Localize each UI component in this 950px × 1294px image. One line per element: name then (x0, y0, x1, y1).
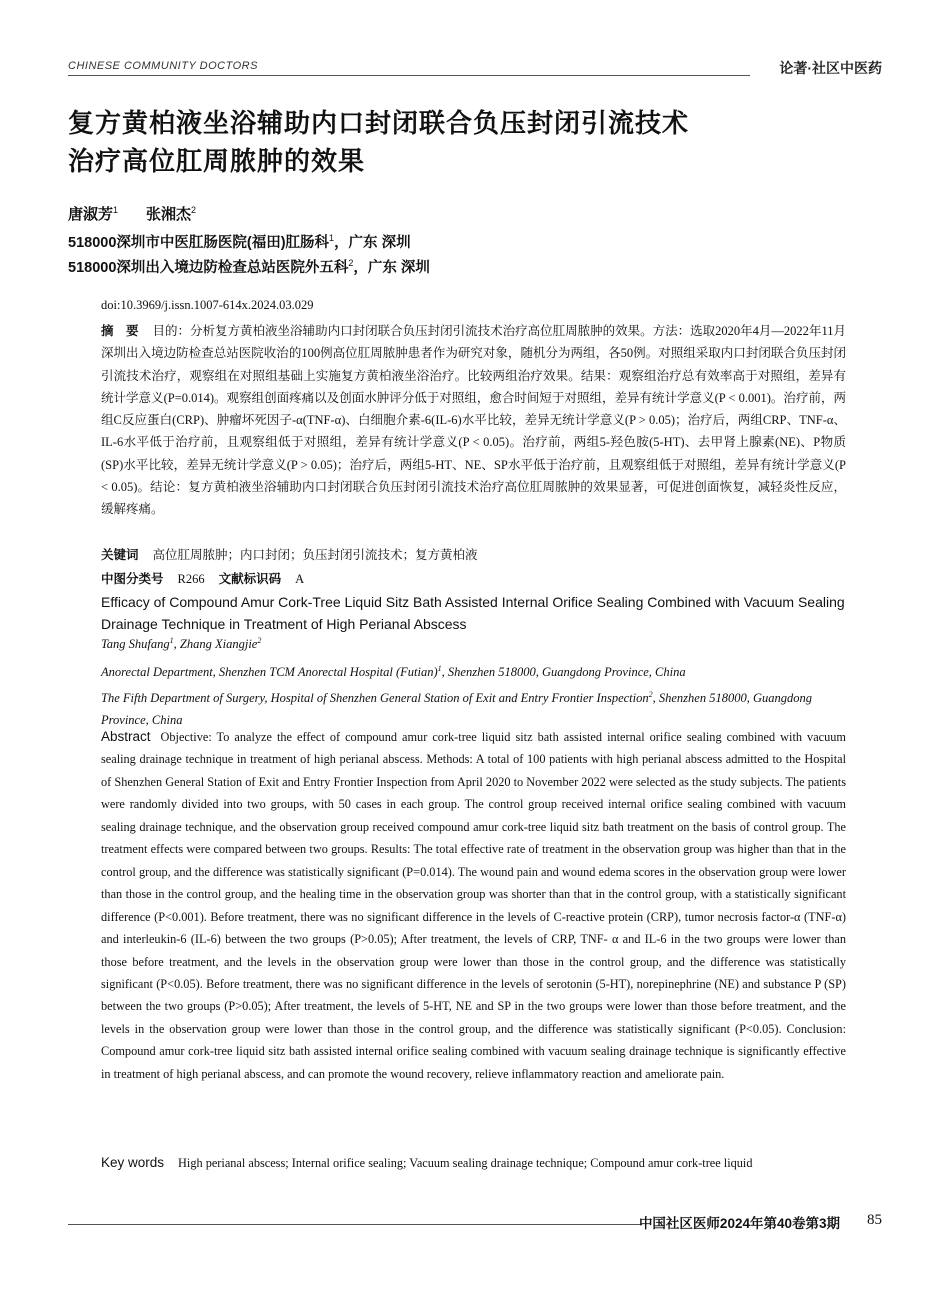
abstract-en (101, 726, 846, 1085)
running-footer (68, 1212, 882, 1232)
article-title (68, 104, 828, 180)
abstract-en-text: Objective: To analyze the effect of compound amur cork-tree liquid sitz bath assisted internal orifice sealing combined with vacuum sealing drainage technique in treatment of high perianal abscess. Methods: A total of 100 patients with high perianal abscess admitted to the Hospital of Shenzhen General Station of Exit and Entry Frontier Inspection from April 2020 to November 2022 were selected as the study subjects. The patients were randomly divided into two groups, with 50 cases in each group. The control group received internal orifice sealing combined with vacuum sealing drainage technique, and the observation group received compound amur cork-tree liquid sitz bath treatment on the basis of control group. The treatment effects were compared between two groups. Results: The total effective rate of treatment in the observation group was higher than that in the control group, and the difference was statistically significant (P=0.014). The wound pain and wound edema scores in the observation group were lower than those in the control group, and the healing time in the observation group was shorter than that in the control group, with a statistically significant difference (P<0.001). Before treatment, there was no significant difference in the levels of C-reactive protein (CRP), tumor necrosis factor-α (TNF-α) and interleukin-6 (IL-6) between the two groups (P>0.05); After treatment, the levels of CRP, TNF- α and IL-6 in the two groups were lower than those before treatment, and the levels in the observation group were lower than those in the control group, and the difference was statistically significant (P<0.05). Before treatment, there was no significant difference in the levels of serotonin (5-HT), norepinephrine (NE) and substance P (SP) between the two groups (P>0.05); After treatment, the levels of 5-HT, NE and SP in the two groups were lower than those before treatment, and the levels in the observation group were lower than those in the control group, and the difference was statistically significant (P<0.05). Conclusion: Compound amur cork-tree liquid sitz bath assisted internal orifice sealing combined with vacuum sealing drainage technique is significantly effective in treatment of high perianal abscess, and can promote the wound recovery, relieve inflammatory reaction and ameliorate pain. (101, 730, 846, 1081)
authors (68, 203, 196, 224)
running-header (68, 58, 882, 80)
author-2-sup: 2 (191, 205, 197, 215)
abstract-en-label: Abstract (101, 729, 151, 744)
english-title: Efficacy of Compound Amur Cork-Tree Liquid Sitz Bath Assisted Internal Orifice Sealing Combined with Vacuum Sealing Drainage Technique in Treatment of High Perianal Abscess (101, 594, 845, 632)
footer-rule (68, 1224, 642, 1225)
page-number: 85 (867, 1212, 882, 1228)
affiliation-en-2: The Fifth Department of Surgery, Hospital of Shenzhen General Station of Exit and Entry Frontier Inspection$^2$, Shenzhen 518000, Guangdong Province, China (101, 689, 812, 728)
title-line-2: 治疗高位肛周脓肿的效果 (68, 146, 366, 176)
doc-code-label: 文献标识码 (218, 572, 282, 586)
keywords-cn (101, 545, 846, 563)
doi: doi:10.3969/j.issn.1007-614x.2024.03.029 (101, 298, 314, 312)
abstract-cn (101, 320, 846, 521)
keywords-cn-text: 高位肛周脓肿；内口封闭；负压封闭引流技术；复方黄柏液 (152, 548, 478, 562)
affiliation-en-1: Anorectal Department, Shenzhen TCM Anorectal Hospital (Futian)$^1$, Shenzhen 518000, Guangdong Province, China (101, 664, 686, 680)
journal-name-en: CHINESE COMMUNITY DOCTORS (68, 60, 258, 72)
author-1: 唐淑芳 (68, 206, 114, 223)
classification (101, 569, 846, 587)
footer-journal: 中国社区医师2024年第40卷第3期 (638, 1216, 840, 1231)
header-rule (68, 75, 750, 76)
keywords-en (101, 1152, 846, 1174)
keywords-en-label: Key words (101, 1155, 165, 1170)
author-1-sup: 1 (113, 205, 119, 215)
abstract-cn-label: 摘 要 (101, 324, 139, 338)
title-line-1: 复方黄柏液坐浴辅助内口封闭联合负压封闭引流技术 (68, 108, 690, 138)
doc-code-value: A (295, 572, 305, 586)
section-label: 论著·社区中医药 (779, 60, 882, 76)
affiliation-2: 518000深圳出入境边防检查总站医院外五科$^2$，广东 深圳 (68, 258, 430, 276)
affiliations-en (101, 658, 846, 732)
author-2: 张湘杰 (146, 206, 192, 223)
keywords-cn-label: 关键词 (101, 548, 139, 562)
abstract-cn-text: 目的：分析复方黄柏液坐浴辅助内口封闭联合负压封闭引流技术治疗高位肛周脓肿的效果。方法：选取2020年4月—2022年11月深圳出入境边防检查总站医院收治的100例高位肛周脓肿患者作为研究对象，随机分为两组，各50例。对照组采取内口封闭联合负压封闭引流技术治疗，观察组在对照组基础上实施复方黄柏液坐浴治疗。比较两组治疗效果。结果：观察组治疗总有效率高于对照组，差异有统计学意义(P=0.014)。观察组创面疼痛以及创面水肿评分低于对照组，愈合时间短于对照组，差异有统计学意义(P < 0.001)。治疗前，两组C反应蛋白(CRP)、肿瘤坏死因子-α(TNF-α)、白细胞介素-6(IL-6)水平比较，差异无统计学意义(P > 0.05)；治疗后，两组CRP、TNF-α、IL-6水平低于治疗前，且观察组低于对照组，差异有统计学意义(P < 0.05)。治疗前，两组5-羟色胺(5-HT)、去甲肾上腺素(NE)、P物质(SP)水平比较，差异无统计学意义(P > 0.05)；治疗后，两组5-HT、NE、SP水平低于治疗前，且观察组低于对照组，差异有统计学意义(P < 0.05)。结论：复方黄柏液坐浴辅助内口封闭联合负压封闭引流技术治疗高位肛周脓肿的效果显著，可促进创面恢复，减轻炎性反应，缓解疼痛。 (101, 324, 846, 517)
clc-label: 中图分类号 (101, 572, 164, 586)
authors-en: Tang Shufang$^1$, Zhang Xiangjie$^2$ (101, 636, 262, 652)
clc-value: R266 (177, 572, 205, 586)
affiliation-1: 518000深圳市中医肛肠医院(福田)肛肠科$^1$，广东 深圳 (68, 233, 411, 251)
keywords-en-text: High perianal abscess; Internal orifice sealing; Vacuum sealing drainage technique; Compound amur cork-tree liquid (178, 1156, 753, 1170)
